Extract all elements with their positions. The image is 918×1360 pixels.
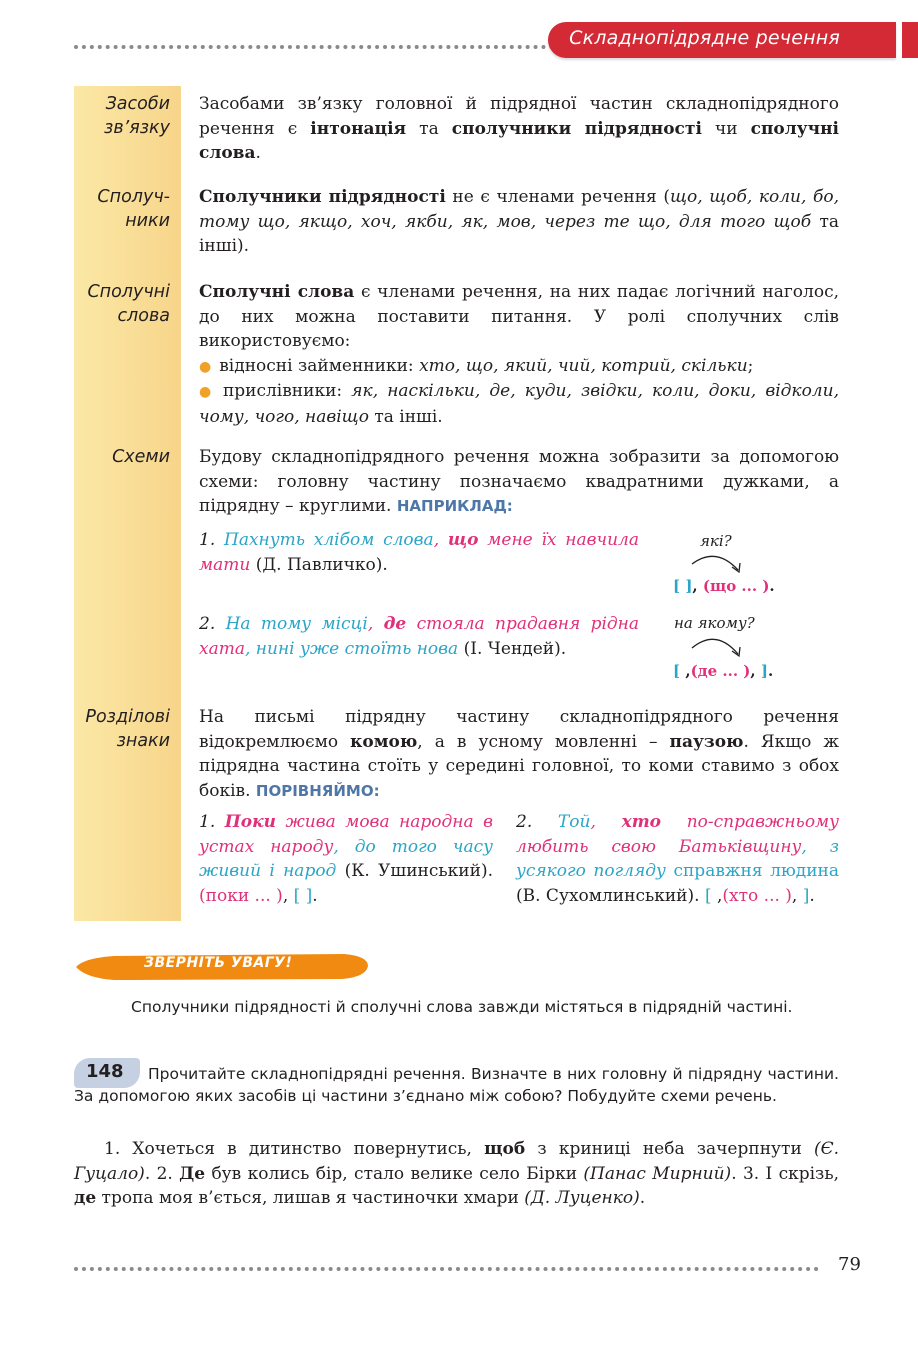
adverb-examples: як, наскільки, де, куди, звідки, коли, доки, відколи, чому, чого, навіщо — [199, 381, 839, 427]
term-pause: паузою — [669, 731, 744, 752]
conjunctive-word: де — [74, 1188, 97, 1209]
chapter-header-banner — [548, 22, 896, 58]
scheme-example-1 — [199, 528, 639, 577]
text-run: тропа моя в’ється, лишав я частиночки хмари — [96, 1188, 525, 1209]
main-clause: нині уже стоїть нова — [255, 638, 459, 659]
comma: , — [333, 836, 355, 857]
main-clause: до того часу живий і народ — [199, 836, 493, 882]
text-run: та інші). — [199, 211, 839, 257]
subordinate-clause: мене їх навчила мати — [199, 530, 639, 575]
text-run: . 2. — [144, 1163, 180, 1184]
square-bracket-open: [ — [673, 662, 686, 680]
exercise-sentences — [74, 1137, 839, 1211]
compare-example-2 — [516, 810, 839, 908]
comma: , — [367, 614, 384, 634]
example-caption: НАПРИКЛАД: — [396, 497, 513, 516]
page-number: 79 — [838, 1254, 861, 1275]
conjunctive-word: що — [447, 530, 479, 550]
sidebar-label-spoluchnyky — [70, 185, 170, 233]
conjunctive-word: де — [383, 614, 407, 634]
main-clause: з усякого погляду — [516, 836, 839, 882]
term-conjunctive-words: Сполучні слова — [199, 282, 355, 302]
term-conjunctions: сполучники підрядності — [451, 118, 702, 139]
subordinate-clause: стояла прадавня рідна хата — [199, 614, 639, 659]
author-reference: (Панас Мирний) — [583, 1163, 732, 1184]
square-brackets: [ ] — [673, 577, 693, 595]
example-number: 1. — [199, 530, 224, 550]
sidebar-label-line: Сполуч- — [97, 187, 170, 207]
bottom-dotted-rule — [74, 1267, 819, 1271]
sidebar-label-spoluchni-slova — [70, 280, 170, 328]
sidebar-label-line: слова — [117, 306, 170, 326]
sidebar-label-line: Сполучні — [87, 282, 170, 302]
comma: , — [791, 885, 803, 906]
period: . — [767, 662, 774, 680]
attention-note: Сполучники підрядності й сполучні слова завжди містяться в підрядній частині. — [131, 998, 793, 1016]
period: . — [769, 577, 775, 595]
scheme-example-2 — [199, 612, 639, 661]
text-run: , а в усному мовленні – — [417, 731, 670, 752]
scheme-formula-2 — [673, 662, 773, 680]
author-reference: (Є. Гуцало) — [74, 1139, 839, 1184]
subordinate-clause: по-справжньому любить свою Батьківщину — [516, 812, 840, 857]
author-reference: (В. Сухомлинський). — [516, 885, 705, 906]
main-clause: Той — [557, 812, 591, 832]
chapter-title: Складнопідрядне речення — [569, 27, 840, 49]
text-run: є членами речення, на них падає логічний наголос, до них можна поставити питання. У ролі сполучних слів використовуємо: — [199, 282, 839, 352]
comma: , — [801, 836, 830, 857]
conjunctive-word: хто — [621, 812, 662, 832]
text-run: Засобами зв’язку головної й підрядної частин складнопідрядного речення є — [199, 94, 839, 139]
conjunction: щоб — [484, 1139, 526, 1159]
comma: , — [590, 812, 622, 832]
text-run: був колись бір, стало велике село Бірки — [205, 1163, 584, 1184]
square-bracket-close: ] — [802, 885, 810, 906]
text-run: та інші. — [368, 406, 443, 427]
list-item — [199, 379, 839, 429]
spoluchnyky-paragraph — [199, 185, 839, 259]
comma: , — [282, 885, 294, 906]
text-run: не є членами речення ( — [445, 187, 670, 207]
main-clause: справжня людина — [665, 861, 840, 882]
round-brackets: (поки ... ) — [199, 885, 283, 906]
author-reference: (Д. Павличко). — [250, 554, 388, 575]
text-run: . 3. І скрізь, — [731, 1163, 839, 1184]
comma: , — [750, 662, 761, 680]
example-number: 1. — [199, 812, 225, 832]
attention-label: ЗВЕРНІТЬ УВАГУ! — [144, 955, 293, 971]
skhemy-paragraph — [199, 445, 839, 519]
sidebar-label-line: знаки — [116, 731, 170, 751]
conjunctive-word: Де — [179, 1163, 206, 1184]
square-bracket-close: ] — [760, 662, 768, 680]
text-run: з криниці неба зачерпнути — [525, 1139, 814, 1159]
sidebar-label-line: Засоби — [105, 94, 170, 114]
square-brackets: [ ] — [293, 885, 313, 906]
period: . — [809, 885, 815, 906]
term-conjunctions: Сполучники підрядності — [199, 187, 446, 207]
conjunction-examples: що, щоб, коли, бо, тому що, якщо, хоч, якби, як, мов, через те що, для того щоб — [199, 187, 839, 232]
main-clause: Пахнуть хлібом слова — [224, 530, 434, 550]
arrow-icon — [688, 550, 748, 578]
author-reference: (І. Чендей). — [458, 638, 567, 659]
comma: , — [692, 577, 703, 595]
example-number: 2. — [516, 812, 558, 832]
term-conjunctive-words: сполучні слова — [199, 118, 839, 164]
pronoun-examples: хто, що, який, чий, котрий, скільки — [419, 355, 748, 376]
text-run: . — [639, 1188, 646, 1209]
sidebar-label-line: Розділові — [85, 707, 170, 727]
text-run: . Якщо ж підрядна частина стоїть у середині головної, то коми ставимо з обох боків. — [199, 731, 840, 801]
sidebar-label-skhemy — [70, 445, 170, 469]
text-run: чи — [701, 118, 751, 139]
round-brackets: (де ... ) — [690, 662, 751, 680]
text-run: відносні займенники: — [219, 355, 420, 376]
text-run: Будову складнопідрядного речення можна зобразити за допомогою схеми: головну частину позначаємо квадратними дужками, а підрядну – круглими. — [199, 447, 839, 517]
text-run: На письмі підрядну частину складнопідрядного речення відокремлюємо — [199, 707, 839, 752]
square-bracket-open: [ — [704, 885, 717, 906]
exercise-instructions: Прочитайте складнопідрядні речення. Визначте в них головну й підрядну частини. За допомогою яких засобів ці частини з’єднано між собою? Побудуйте схеми речень. — [74, 1065, 839, 1105]
term-intonation: інтонація — [310, 118, 407, 139]
term-comma: комою — [350, 731, 418, 752]
period: . — [312, 885, 318, 906]
zasoby-paragraph — [199, 92, 839, 166]
text-run: . — [255, 143, 261, 164]
subordinate-clause: жива мова народна в устах народу — [199, 812, 493, 857]
text-run: ; — [747, 355, 754, 376]
main-clause: На тому місці — [225, 614, 368, 634]
sidebar-label-zasoby — [70, 92, 170, 140]
author-reference: (Д. Луценко) — [524, 1188, 640, 1209]
comma: , — [244, 638, 256, 659]
compare-caption: ПОРІВНЯЙМО: — [255, 781, 380, 800]
text-run: прислівники: — [222, 381, 352, 402]
exercise-number: 148 — [86, 1061, 124, 1082]
round-brackets: (що ... ) — [702, 577, 770, 595]
comma: , — [433, 530, 448, 550]
top-dotted-rule — [74, 45, 554, 49]
arrow-icon — [688, 632, 748, 662]
example-number: 2. — [199, 614, 226, 634]
sidebar-label-line: зв’язку — [104, 118, 170, 138]
compare-example-1 — [199, 810, 493, 908]
conjunction: Поки — [224, 812, 276, 832]
scheme-question-2: на якому? — [674, 614, 755, 632]
comma: , — [685, 662, 691, 680]
sidebar-label-line: Схеми — [112, 447, 170, 467]
bullet-icon: ● — [199, 384, 215, 401]
sidebar-label-line: ники — [125, 211, 170, 231]
rozdilovi-paragraph — [199, 705, 839, 803]
list-item — [199, 354, 839, 380]
comma: , — [717, 885, 723, 906]
author-reference: (К. Ушинський). — [336, 861, 493, 882]
header-edge-tab — [902, 22, 918, 58]
text-run: та — [406, 118, 452, 139]
round-brackets: (хто ... ) — [722, 885, 792, 906]
spoluchni-paragraph — [199, 280, 839, 430]
scheme-formula-1 — [673, 577, 775, 595]
scheme-question-1: які? — [700, 532, 732, 550]
bullet-icon: ● — [199, 358, 212, 375]
sidebar-label-rozdilovi — [70, 705, 170, 753]
text-run: 1. Хочеться в дитинство повернутись, — [104, 1139, 485, 1159]
